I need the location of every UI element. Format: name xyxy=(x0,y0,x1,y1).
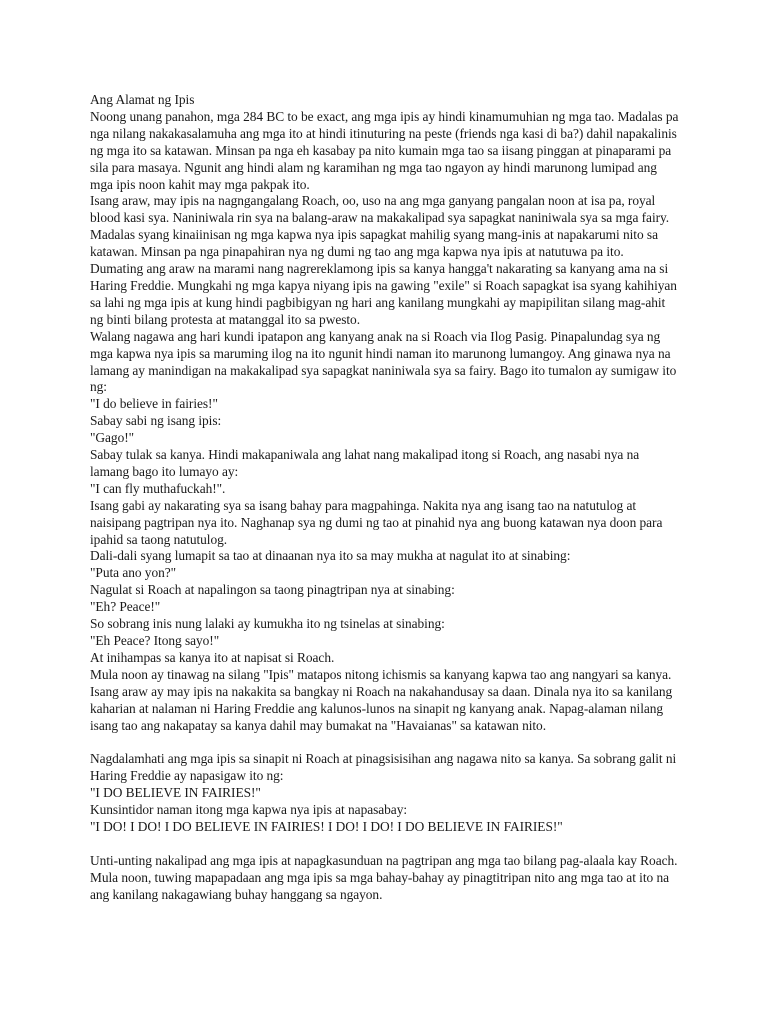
document-title: Ang Alamat ng Ipis xyxy=(90,92,195,107)
paragraph: Mula noon ay tinawag na silang "Ipis" matapos nitong ichismis sa kanyang kapwa tao ang nangyari sa kanya. xyxy=(90,666,672,682)
dialogue-line: "I DO BELIEVE IN FAIRIES!" xyxy=(90,785,261,801)
blank-line xyxy=(90,734,680,751)
dialogue-line: "Eh Peace? Itong sayo!" xyxy=(90,633,220,648)
paragraph: Noong unang panahon, mga 284 BC to be exact, ang mga ipis ay hindi kinamumuhian ng mga tao. Madalas pa nga nilang nakakasalamuha ang mga ito at hindi itinuturing na peste (friends nga kasi di ba?) dahil napakalinis ng mga ito sa katawan. Minsan pa nga eh kasabay pa nito kumain mga tao sa iisang pinggan at pinaparami pa sila para masaya. Ngunit ang hindi alam ng karamihan ng mga tao ngayon ay hindi marunong lumipad ang mga ipis noon kahit may mga pakpak ito. xyxy=(90,108,679,192)
dialogue-line: "Gago!" xyxy=(90,430,135,446)
dialogue-line: "Eh? Peace!" xyxy=(90,599,161,615)
paragraph: Sabay sabi ng isang ipis: xyxy=(90,413,222,429)
document-body xyxy=(90,92,680,903)
paragraph: Sabay tulak sa kanya. Hindi makapaniwala ang lahat nang makalipad itong si Roach, ang nasabi nya na lamang bago ito lumayo ay: xyxy=(90,447,640,479)
paragraph: Kunsintidor naman itong mga kapwa nya ipis at napasabay: xyxy=(90,802,408,818)
dialogue-line: "Puta ano yon?" xyxy=(90,565,177,581)
dialogue-line: "I do believe in fairies!" xyxy=(90,396,218,412)
paragraph: Unti-unting nakalipad ang mga ipis at napagkasunduan na pagtripan ang mga tao bilang pag-alaala kay Roach. Mula noon, tuwing mapapadaan ang mga ipis sa mga bahay-bahay ay pinagtitripan nito ang mga tao at ito na ang kanilang nakagawiang buhay hanggang sa ngayon. xyxy=(90,852,678,902)
paragraph: Isang araw, may ipis na nagngangalang Roach, oo, uso na ang mga ganyang pangalan noon at isa pa, royal blood kasi sya. Naniniwala rin sya na balang-araw na makakalipad sya sapagkat naniniwala sya sa mga fairy. Madalas syang kinaiinisan ng mga kapwa nya ipis sapagkat mahilig syang mang-inis at napakarumi nito sa katawan. Minsan pa nga pinapahiran nya ng dumi ng tao ang mga kapwa nya ipis at natutuwa pa ito. xyxy=(90,193,670,260)
paragraph: At inihampas sa kanya ito at napisat si Roach. xyxy=(90,649,335,665)
paragraph: Dali-dali syang lumapit sa tao at dinaanan nya ito sa may mukha at nagulat ito at sinabing: xyxy=(90,548,571,564)
paragraph: Dumating ang araw na marami nang nagrereklamong ipis sa kanya hangga't nakarating sa kanyang ama na si Haring Freddie. Mungkahi ng mga kapya niyang ipis na gawing "exile" si Roach sapagkat isa syang kahihiyan sa lahi ng mga ipis at kung hindi pagbibigyan ng hari ang kanilang mungkahi ay mapipilitan silang mag-ahit ng binti bilang protesta at matanggal ito sa pwesto. xyxy=(90,261,677,327)
paragraph: So sobrang inis nung lalaki ay kumukha ito ng tsinelas at sinabing: xyxy=(90,616,445,632)
blank-line xyxy=(90,836,680,853)
dialogue-line: "I can fly muthafuckah!". xyxy=(90,480,226,496)
dialogue-line: "I DO! I DO! I DO BELIEVE IN FAIRIES! I DO! I DO! I DO BELIEVE IN FAIRIES!" xyxy=(90,818,563,834)
paragraph: Isang gabi ay nakarating sya sa isang bahay para magpahinga. Nakita nya ang isang tao na natutulog at naisipang pagtripan nya ito. Naghanap sya ng dumi ng tao at pinahid nya ang buong katawan nya doon para ipahid sa taong natutulog. xyxy=(90,497,663,547)
paragraph: Walang nagawa ang hari kundi ipatapon ang kanyang anak na si Roach via Ilog Pasig. Pinapalundag sya ng mga kapwa nya ipis sa maruming ilog na ito ngunit hindi naman ito marunong lumangoy. Ang ginawa nya na lamang ay manindigan na makakalipad sya sapagkat naniniwala sya sa fairy. Bago ito tumalon ay sumigaw ito ng: xyxy=(90,328,677,395)
paragraph: Isang araw ay may ipis na nakakita sa bangkay ni Roach na nakahandusay sa daan. Dinala nya ito sa kanilang kaharian at nalaman ni Haring Freddie ang kalunos-lunos na sinapit ng kanyang anak. Napag-alaman nilang isang tao ang nakapatay sa kanya dahil may bumakat na "Havaianas" sa katawan nito. xyxy=(90,683,673,733)
paragraph: Nagdalamhati ang mga ipis sa sinapit ni Roach at pinagsisisihan ang nagawa nito sa kanya. Sa sobrang galit ni Haring Freddie ay napasigaw ito ng: xyxy=(90,751,677,784)
paragraph: Nagulat si Roach at napalingon sa taong pinagtripan nya at sinabing: xyxy=(90,582,455,598)
